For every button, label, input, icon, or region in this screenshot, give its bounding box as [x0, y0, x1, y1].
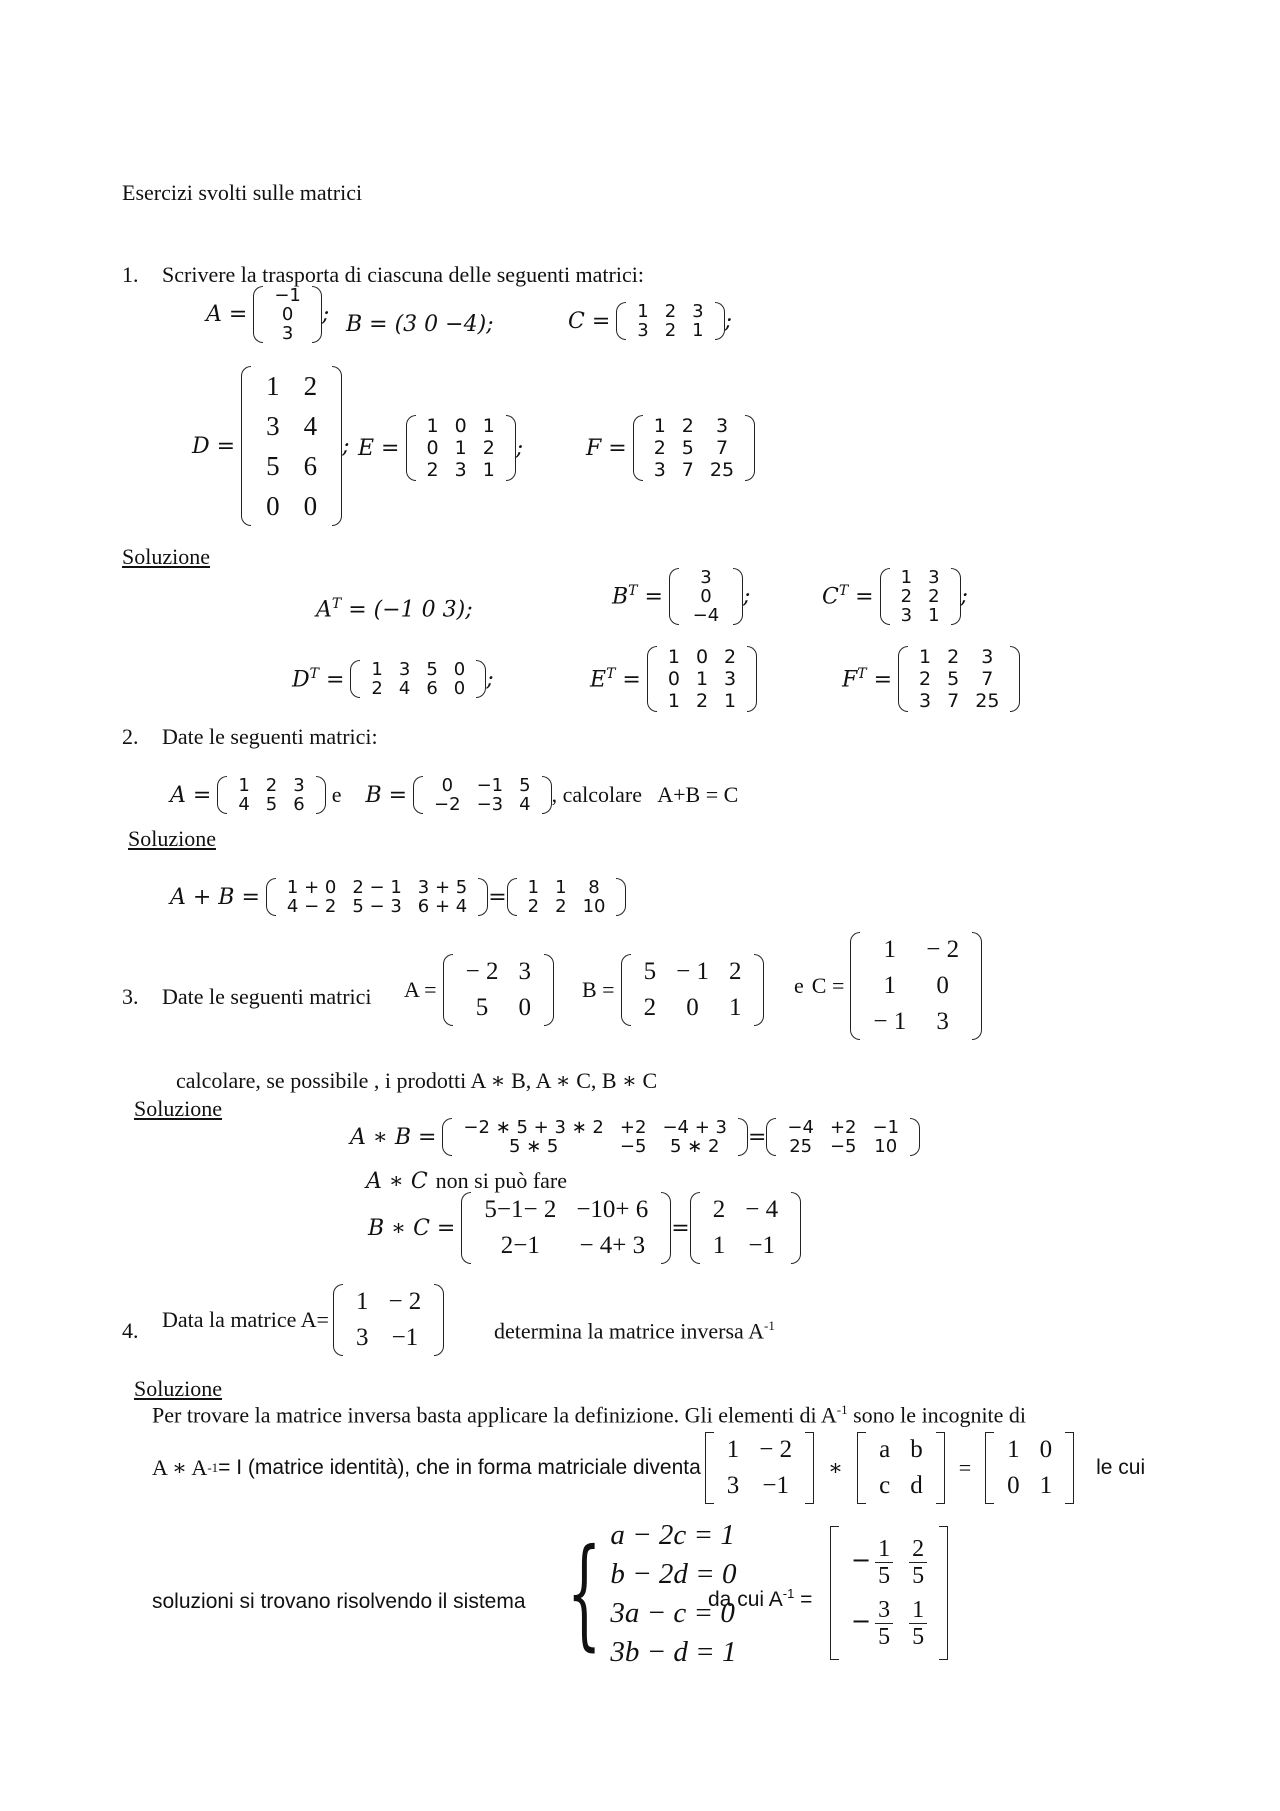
matrix-cell: +2: [829, 1117, 857, 1138]
ex4-solution-label: Soluzione: [134, 1376, 222, 1401]
matrix-cell: 1: [266, 371, 280, 401]
ex1-f-transpose: $F^T$ = 1 2 3 2 5 7 3 7 25: [836, 646, 1020, 712]
matrix-cell: 5: [643, 958, 657, 985]
ex3-matrix-a: A = − 2 3 5 0: [404, 954, 554, 1026]
ex1-a-transpose: $A^T = (-1$ 0 3);: [316, 596, 473, 623]
matrix-cell: 1 + 0: [286, 877, 337, 898]
matrix-cell: 6: [426, 678, 438, 699]
matrix-cell: − 2: [465, 958, 499, 985]
matrix-cell: 2−1: [500, 1232, 540, 1259]
ex2-number: 2.: [122, 724, 139, 749]
matrix-cell: 0: [453, 659, 466, 680]
matrix-cell: 3: [700, 567, 712, 588]
matrix-cell: −4: [787, 1117, 814, 1138]
matrix-cell: − 4: [745, 1196, 779, 1223]
matrix-cell: 1: [883, 972, 897, 999]
matrix-cell: 1: [482, 459, 495, 481]
matrix-cell: −5: [829, 1136, 857, 1157]
matrix-cell: 0: [686, 994, 699, 1021]
matrix-cell: 2: [426, 459, 439, 481]
ex1-matrix-c: C = 1 2 3 3 2 1 ;: [568, 301, 733, 341]
matrix-cell: 4: [303, 411, 318, 441]
matrix-cell: 4: [519, 794, 531, 815]
ex4-matrix-a: Data la matrice A= 1 − 2 3 −1: [162, 1284, 444, 1356]
matrix-cell: 1: [371, 659, 383, 680]
matrix-cell: 0: [454, 415, 467, 437]
matrix-cell: 3: [398, 659, 411, 680]
matrix-cell: 0: [303, 491, 318, 521]
matrix-cell: 0: [281, 304, 294, 325]
matrix-cell: 2: [724, 646, 737, 668]
matrix-cell: 25: [789, 1136, 813, 1157]
matrix-cell: 2: [482, 437, 495, 459]
ex1-e-transpose: $E^T$ = 1 0 2 0 1 3 1 2 1: [584, 646, 757, 712]
matrix-cell: −10+ 6: [576, 1196, 649, 1223]
ex4-number: 4.: [122, 1318, 139, 1343]
matrix-cell: 1: [1039, 1472, 1053, 1499]
matrix-cell: 10: [582, 896, 606, 917]
matrix-cell: 3: [637, 320, 649, 341]
ex1-matrix-b: B = (3 0 −4);: [346, 312, 494, 337]
matrix-cell: − 2: [759, 1436, 793, 1463]
matrix-cell: 0: [1039, 1436, 1053, 1463]
matrix-cell: 5−1− 2: [484, 1196, 557, 1223]
page-title: Esercizi svolti sulle matrici: [122, 180, 363, 205]
matrix-cell: 4: [398, 678, 411, 699]
matrix-cell: 3: [715, 415, 729, 437]
matrix-cell: 2: [728, 958, 742, 985]
ex3-task: calcolare, se possibile , i prodotti A ∗ B, A ∗ C, B ∗ C: [176, 1068, 658, 1093]
matrix-cell: −1: [274, 285, 301, 306]
matrix-cell: 1: [238, 775, 250, 796]
matrix-cell: 2: [303, 371, 318, 401]
matrix-cell: − 4+ 3: [579, 1232, 646, 1259]
matrix-cell: 25: [709, 459, 735, 481]
matrix-cell: 1: [728, 994, 742, 1021]
matrix-cell: 2: [712, 1196, 726, 1223]
ex3-solution-label: Soluzione: [134, 1096, 222, 1121]
ex1-matrix-f: F = 1 2 3 2 5 7 3 7 25: [580, 415, 755, 481]
matrix-cell: +2: [619, 1117, 647, 1138]
matrix-cell: 0: [700, 586, 712, 607]
matrix-cell: 8: [588, 877, 600, 898]
matrix-cell: 1: [919, 646, 932, 668]
matrix-cell: 1: [667, 690, 680, 712]
ex4-solution-line1: Per trovare la matrice inversa basta applicare la definizione. Gli elementi di $A^{-1}$ sono le incognite di: [152, 1402, 1027, 1428]
matrix-cell: 5: [519, 775, 531, 796]
matrix-cell: 1: [695, 668, 709, 690]
matrix-cell: 3: [724, 668, 737, 690]
ex3-matrix-b: B = 5 − 1 2 2 0 1: [582, 954, 764, 1026]
matrix-cell: 4: [238, 794, 250, 815]
matrix-cell: 2: [900, 586, 913, 607]
matrix-cell: − 1: [676, 958, 709, 985]
system-equation: 3b − d = 1: [610, 1636, 737, 1668]
matrix-cell: −1: [476, 775, 504, 796]
matrix-cell: 3: [928, 567, 940, 588]
matrix-cell: 2: [265, 775, 278, 796]
ex1-matrix-d: D = 1 2 3 4 5 6 0 0 ;: [186, 366, 350, 526]
matrix-cell: 7: [981, 668, 994, 690]
matrix-cell: 3: [919, 690, 932, 712]
matrix-cell: 7: [715, 437, 729, 459]
matrix-cell: 5: [426, 659, 438, 680]
matrix-cell: 2: [664, 301, 677, 322]
ex2-matrices: A = 1 2 3 4 5 6 e B = 0 −1 5 −2 −3 4 , calcolare A+B = C: [170, 775, 739, 815]
matrix-cell: −5: [619, 1136, 647, 1157]
ex3-text: Date le seguenti matrici: [162, 984, 372, 1009]
matrix-cell: 2: [653, 437, 666, 459]
matrix-cell: 25: [975, 690, 1000, 712]
matrix-cell: 5: [681, 437, 694, 459]
matrix-cell: −4: [692, 605, 720, 626]
system-equation: a − 2c = 1: [610, 1519, 735, 1551]
ex4-equation-row: A ∗ A -1 = I (matrice identità), che in forma matriciale diventa 1 − 2 3 −1 ∗ a b c d = 1 0 0 1 le cui: [152, 1432, 1145, 1504]
ex1-number: 1.: [122, 262, 139, 287]
matrix-cell: a: [879, 1436, 891, 1463]
matrix-cell: 3: [454, 459, 467, 481]
ex4-task: determina la matrice inversa $A^{-1}$: [494, 1318, 775, 1344]
matrix-cell: 3: [266, 411, 280, 441]
matrix-cell: 1: [900, 567, 913, 588]
matrix-cell: 1: [653, 415, 666, 437]
matrix-cell: 1: [724, 690, 737, 712]
matrix-cell: 0: [667, 668, 680, 690]
matrix-cell: 2: [371, 678, 383, 699]
matrix-cell: 2 − 1: [352, 877, 402, 898]
matrix-cell: 5: [475, 994, 489, 1021]
ex3-number: 3.: [122, 984, 139, 1009]
matrix-cell: 2: [555, 896, 567, 917]
matrix-cell: 3: [726, 1472, 740, 1499]
matrix-cell: 2: [527, 896, 540, 917]
matrix-cell: 3: [293, 775, 305, 796]
matrix-cell: 0: [1007, 1472, 1020, 1499]
matrix-cell: 1: [426, 415, 439, 437]
matrix-cell: d: [910, 1472, 923, 1499]
matrix-cell: −2 ∗ 5 + 3 ∗ 2: [463, 1117, 604, 1138]
matrix-cell: 1: [482, 415, 495, 437]
matrix-cell: 6: [293, 794, 305, 815]
matrix-cell: 3: [900, 605, 913, 626]
matrix-cell: 1: [1007, 1436, 1020, 1463]
matrix-cell: 1: [454, 437, 467, 459]
matrix-cell: 2: [928, 586, 940, 607]
matrix-cell: 1: [692, 320, 704, 341]
matrix-cell: 5: [266, 451, 280, 481]
matrix-cell: −2: [434, 794, 461, 815]
matrix-cell: 2: [643, 994, 657, 1021]
matrix-cell: 7: [681, 459, 694, 481]
ex3-matrix-c: e C = 1 − 2 1 0 − 1 3: [794, 932, 982, 1040]
matrix-cell: 1: [883, 936, 897, 963]
matrix-cell: − 2: [926, 936, 960, 963]
ex1-text: Scrivere la trasporta di ciascuna delle seguenti matrici:: [162, 262, 644, 287]
ex1-solution-label: Soluzione: [122, 544, 210, 569]
ex2-solution-label: Soluzione: [128, 826, 216, 851]
matrix-cell: 3: [518, 958, 531, 985]
ex4-from-which: da cui $A^{-1}$ =: [708, 1586, 813, 1611]
matrix-cell: −3: [476, 794, 504, 815]
matrix-cell: 1: [527, 877, 540, 898]
ex3-product-ab: A ∗ B = −2 ∗ 5 + 3 ∗ 2 +2 −4 + 3 5 ∗ 5 −5 5 ∗ 2 = −4 +2 −1 25 −5 10: [344, 1118, 920, 1156]
matrix-cell: 4 − 2: [286, 896, 337, 917]
ex1-matrix-a: A = −1 0 3 ;: [206, 285, 330, 344]
ex1-d-transpose: $D^T$ = 1 3 5 0 2 4 6 0 ;: [292, 659, 494, 699]
matrix-cell: 0: [453, 678, 466, 699]
matrix-cell: 0: [936, 972, 949, 999]
matrix-cell: 3: [653, 459, 666, 481]
ex1-c-transpose: $C^T$ = 1 3 2 2 3 1 ;: [822, 567, 968, 626]
matrix-cell: − 1: [873, 1008, 907, 1035]
matrix-cell: 0: [426, 437, 439, 459]
matrix-cell: − 2: [388, 1288, 422, 1315]
matrix-cell: 1: [726, 1436, 740, 1463]
matrix-cell: 2: [681, 415, 694, 437]
ex3-product-bc: B ∗ C = 5−1− 2 −10+ 6 2−1 − 4+ 3 = 2 − 4 1 −1: [362, 1192, 801, 1264]
matrix-cell: 7: [947, 690, 960, 712]
matrix-cell: −1: [762, 1472, 790, 1499]
matrix-cell: 2: [695, 690, 709, 712]
matrix-cell: 1: [555, 877, 567, 898]
matrix-cell: −1: [391, 1324, 419, 1351]
matrix-cell: 0: [266, 491, 280, 521]
matrix-cell: 1: [637, 301, 649, 322]
matrix-cell: b: [910, 1436, 923, 1463]
matrix-cell: 3: [692, 301, 704, 322]
matrix-cell: 0: [518, 994, 531, 1021]
ex4-inverse-matrix: − $\frac{1}{5}$ $\frac{2}{5}$ − $\frac{3}{5}$ $\frac{1}{5}$: [830, 1526, 948, 1660]
matrix-cell: 0: [441, 775, 454, 796]
system-equation: b − 2d = 0: [610, 1558, 737, 1590]
matrix-cell: −1: [748, 1232, 775, 1259]
matrix-cell: 3: [281, 323, 294, 344]
system-equation: 3a − c = 0: [610, 1597, 735, 1629]
ex1-matrix-e: E = 1 0 1 0 1 2 2 3 1 ;: [358, 415, 524, 481]
matrix-cell: 5: [947, 668, 960, 690]
matrix-cell: 5 − 3: [352, 896, 402, 917]
matrix-cell: 2: [664, 320, 677, 341]
ex3-product-ac: A ∗ C non si può fare: [366, 1168, 568, 1194]
matrix-cell: 5: [265, 794, 278, 815]
ex4-solutions-text: soluzioni si trovano risolvendo il sistema: [152, 1590, 526, 1613]
matrix-cell: 3: [936, 1008, 949, 1035]
matrix-cell: 6: [303, 451, 318, 481]
matrix-cell: −1: [872, 1117, 900, 1138]
matrix-cell: 1: [928, 605, 940, 626]
matrix-cell: 6 + 4: [417, 896, 468, 917]
ex2-text: Date le seguenti matrici:: [162, 724, 378, 749]
brace-icon: {: [566, 1524, 602, 1663]
ex2-sum: A + B = 1 + 0 2 − 1 3 + 5 4 − 2 5 − 3 6 + 4 = 1 1 8 2 2 10: [164, 878, 626, 916]
matrix-cell: 3: [981, 646, 994, 668]
ex1-b-transpose: $B^T$ = 3 0 −4 ;: [612, 567, 751, 626]
matrix-cell: 2: [947, 646, 960, 668]
matrix-cell: 10: [874, 1136, 898, 1157]
matrix-cell: 0: [695, 646, 709, 668]
matrix-cell: 3 + 5: [417, 877, 468, 898]
matrix-cell: 3: [355, 1324, 369, 1351]
matrix-cell: c: [879, 1472, 891, 1499]
matrix-cell: 5 ∗ 2: [669, 1136, 720, 1157]
matrix-cell: −4 + 3: [662, 1117, 727, 1138]
matrix-cell: 5 ∗ 5: [508, 1136, 559, 1157]
matrix-cell: 1: [667, 646, 680, 668]
matrix-cell: 2: [919, 668, 932, 690]
matrix-cell: 1: [355, 1288, 369, 1315]
matrix-cell: 1: [712, 1232, 726, 1259]
